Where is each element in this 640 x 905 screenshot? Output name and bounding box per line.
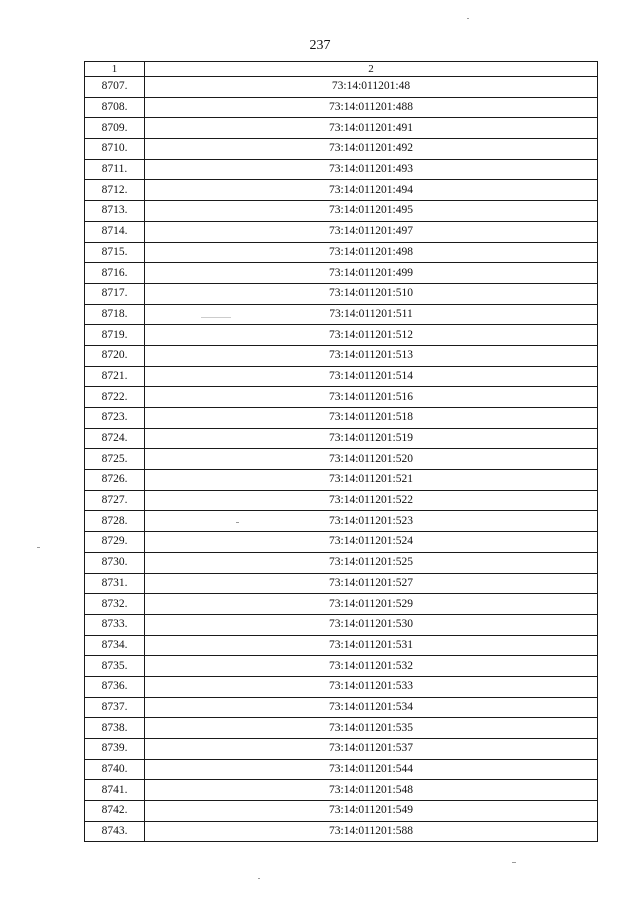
- cadastral-number-cell: 73:14:011201:518: [145, 408, 598, 429]
- cadastral-number-cell: 73:14:011201:497: [145, 221, 598, 242]
- scan-speck: [258, 878, 260, 879]
- row-number-cell: 8724.: [85, 428, 145, 449]
- row-number-cell: 8740.: [85, 759, 145, 780]
- row-number-cell: 8725.: [85, 449, 145, 470]
- table-row: [85, 366, 598, 387]
- row-number-cell: 8713.: [85, 201, 145, 222]
- table-row: [85, 387, 598, 408]
- table-row: [85, 428, 598, 449]
- table-row: [85, 780, 598, 801]
- cadastral-number-cell: 73:14:011201:516: [145, 387, 598, 408]
- table-row: [85, 656, 598, 677]
- cadastral-number-cell: 73:14:011201:513: [145, 345, 598, 366]
- table-body: [85, 77, 598, 842]
- scan-speck: [37, 547, 40, 548]
- table-row: [85, 263, 598, 284]
- row-number-cell: 8743.: [85, 821, 145, 842]
- table-row: [85, 283, 598, 304]
- cadastral-number-cell: 73:14:011201:511: [145, 304, 598, 325]
- cadastral-number-cell: 73:14:011201:525: [145, 552, 598, 573]
- row-number-cell: 8732.: [85, 594, 145, 615]
- cadastral-number-cell: 73:14:011201:491: [145, 118, 598, 139]
- cadastral-number-cell: 73:14:011201:492: [145, 139, 598, 160]
- table-row: [85, 118, 598, 139]
- cadastral-number-cell: 73:14:011201:535: [145, 718, 598, 739]
- page-number: 237: [309, 38, 331, 53]
- row-number-cell: 8719.: [85, 325, 145, 346]
- row-number-cell: 8727.: [85, 490, 145, 511]
- table-row: [85, 697, 598, 718]
- row-number-cell: 8718.: [85, 304, 145, 325]
- table-row: [85, 801, 598, 822]
- row-number-cell: 8729.: [85, 532, 145, 553]
- cadastral-number-cell: 73:14:011201:524: [145, 532, 598, 553]
- row-number-cell: 8735.: [85, 656, 145, 677]
- column-header-number: 1: [85, 62, 145, 77]
- cadastral-number-cell: 73:14:011201:519: [145, 428, 598, 449]
- row-number-cell: 8712.: [85, 180, 145, 201]
- cadastral-number-cell: 73:14:011201:529: [145, 594, 598, 615]
- table-row: [85, 449, 598, 470]
- cadastral-number-cell: 73:14:011201:544: [145, 759, 598, 780]
- table-row: [85, 470, 598, 491]
- cadastral-number-table: [84, 61, 598, 842]
- row-number-cell: 8737.: [85, 697, 145, 718]
- cadastral-number-cell: 73:14:011201:48: [145, 77, 598, 98]
- cadastral-number-cell: 73:14:011201:533: [145, 676, 598, 697]
- row-number-cell: 8717.: [85, 283, 145, 304]
- table-row: [85, 635, 598, 656]
- table-row: [85, 573, 598, 594]
- scan-speck: [467, 18, 469, 19]
- cadastral-number-cell: 73:14:011201:522: [145, 490, 598, 511]
- table-row: [85, 614, 598, 635]
- table-row: [85, 594, 598, 615]
- table-row: [85, 511, 598, 532]
- cadastral-number-cell: 73:14:011201:532: [145, 656, 598, 677]
- row-number-cell: 8730.: [85, 552, 145, 573]
- table-row: [85, 552, 598, 573]
- table-row: [85, 242, 598, 263]
- table-row: [85, 139, 598, 160]
- row-number-cell: 8715.: [85, 242, 145, 263]
- cadastral-number-cell: 73:14:011201:499: [145, 263, 598, 284]
- table-row: [85, 739, 598, 760]
- cadastral-number-cell: 73:14:011201:520: [145, 449, 598, 470]
- cadastral-number-cell: 73:14:011201:494: [145, 180, 598, 201]
- cadastral-number-cell: 73:14:011201:498: [145, 242, 598, 263]
- row-number-cell: 8708.: [85, 97, 145, 118]
- row-number-cell: 8742.: [85, 801, 145, 822]
- table-row: [85, 676, 598, 697]
- cadastral-number-cell: 73:14:011201:510: [145, 283, 598, 304]
- table-row: [85, 490, 598, 511]
- table-row: [85, 221, 598, 242]
- row-number-cell: 8720.: [85, 345, 145, 366]
- table-row: [85, 408, 598, 429]
- cadastral-number-cell: 73:14:011201:531: [145, 635, 598, 656]
- cadastral-number-cell: 73:14:011201:534: [145, 697, 598, 718]
- table-row: [85, 718, 598, 739]
- cadastral-number-cell: 73:14:011201:548: [145, 780, 598, 801]
- scan-speck: [201, 317, 231, 318]
- cadastral-number-cell: 73:14:011201:523: [145, 511, 598, 532]
- table-row: [85, 325, 598, 346]
- cadastral-number-cell: 73:14:011201:488: [145, 97, 598, 118]
- row-number-cell: 8736.: [85, 676, 145, 697]
- table-row: [85, 159, 598, 180]
- table-row: [85, 345, 598, 366]
- cadastral-number-cell: 73:14:011201:527: [145, 573, 598, 594]
- cadastral-number-cell: 73:14:011201:530: [145, 614, 598, 635]
- cadastral-number-cell: 73:14:011201:588: [145, 821, 598, 842]
- row-number-cell: 8721.: [85, 366, 145, 387]
- row-number-cell: 8707.: [85, 77, 145, 98]
- cadastral-number-cell: 73:14:011201:512: [145, 325, 598, 346]
- row-number-cell: 8741.: [85, 780, 145, 801]
- table-row: [85, 759, 598, 780]
- row-number-cell: 8728.: [85, 511, 145, 532]
- table-row: [85, 97, 598, 118]
- row-number-cell: 8733.: [85, 614, 145, 635]
- table-row: [85, 304, 598, 325]
- column-header-cadastral: 2: [145, 62, 598, 77]
- cadastral-number-cell: 73:14:011201:493: [145, 159, 598, 180]
- row-number-cell: 8709.: [85, 118, 145, 139]
- table-header-row: [85, 62, 598, 77]
- table-row: [85, 180, 598, 201]
- cadastral-number-cell: 73:14:011201:521: [145, 470, 598, 491]
- table-row: [85, 532, 598, 553]
- row-number-cell: 8726.: [85, 470, 145, 491]
- cadastral-number-cell: 73:14:011201:495: [145, 201, 598, 222]
- scan-speck: [236, 522, 239, 523]
- row-number-cell: 8739.: [85, 739, 145, 760]
- row-number-cell: 8716.: [85, 263, 145, 284]
- row-number-cell: 8731.: [85, 573, 145, 594]
- table-row: [85, 77, 598, 98]
- scan-speck: [512, 862, 516, 863]
- row-number-cell: 8734.: [85, 635, 145, 656]
- row-number-cell: 8722.: [85, 387, 145, 408]
- cadastral-number-cell: 73:14:011201:537: [145, 739, 598, 760]
- row-number-cell: 8710.: [85, 139, 145, 160]
- row-number-cell: 8714.: [85, 221, 145, 242]
- row-number-cell: 8738.: [85, 718, 145, 739]
- row-number-cell: 8723.: [85, 408, 145, 429]
- cadastral-number-cell: 73:14:011201:549: [145, 801, 598, 822]
- row-number-cell: 8711.: [85, 159, 145, 180]
- table-row: [85, 201, 598, 222]
- table-row: [85, 821, 598, 842]
- cadastral-number-cell: 73:14:011201:514: [145, 366, 598, 387]
